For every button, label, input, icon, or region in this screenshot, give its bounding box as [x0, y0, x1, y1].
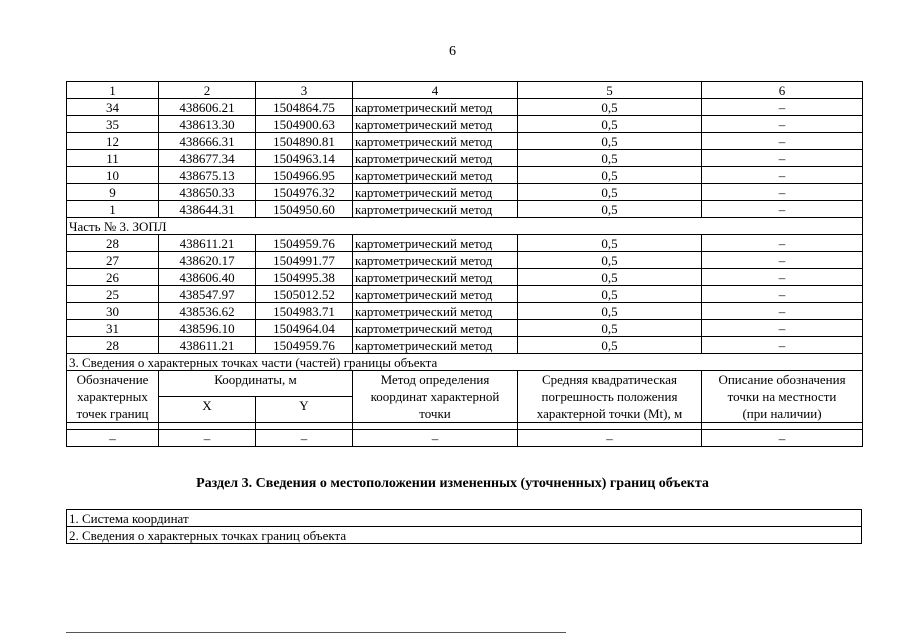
- table-cell: картометрический метод: [353, 184, 518, 201]
- table-row: [67, 337, 863, 354]
- table-cell: 1504995.38: [256, 269, 353, 286]
- table-cell: 438606.40: [159, 269, 256, 286]
- table-cell: –: [67, 430, 159, 447]
- table-cell: 438644.31: [159, 201, 256, 218]
- header-line: (при наличии): [742, 406, 822, 421]
- table-cell: –: [702, 430, 863, 447]
- table-cell: 438677.34: [159, 150, 256, 167]
- table-cell: картометрический метод: [353, 133, 518, 150]
- table-cell: 0,5: [518, 269, 702, 286]
- table-cell: картометрический метод: [353, 286, 518, 303]
- section3-table: [66, 509, 862, 544]
- sub-header-row: [67, 371, 863, 397]
- table-row: [67, 269, 863, 286]
- table-cell: –: [159, 430, 256, 447]
- column-number: 4: [353, 82, 518, 99]
- table-cell: 0,5: [518, 320, 702, 337]
- table-row: [67, 527, 862, 544]
- header-line: Обозначение: [76, 372, 149, 387]
- error-header: [518, 371, 702, 423]
- table-cell: 1504966.95: [256, 167, 353, 184]
- section-title: Раздел 3. Сведения о местоположении измененных (уточненных) границ объекта: [196, 476, 709, 491]
- table-cell: –: [702, 167, 863, 184]
- table-cell: 28: [67, 235, 159, 252]
- table-cell: –: [353, 430, 518, 447]
- column-number: 2: [159, 82, 256, 99]
- table-cell: 0,5: [518, 286, 702, 303]
- table-cell: –: [702, 133, 863, 150]
- spacer-cell: [702, 423, 863, 430]
- spacer-cell: [353, 423, 518, 430]
- table-cell: 1504983.71: [256, 303, 353, 320]
- table-cell: 0,5: [518, 184, 702, 201]
- table-cell: 438650.33: [159, 184, 256, 201]
- header-line: точек границ: [76, 406, 149, 421]
- table-cell: –: [702, 337, 863, 354]
- column-number: 3: [256, 82, 353, 99]
- table-row: [67, 116, 863, 133]
- table-cell: картометрический метод: [353, 150, 518, 167]
- spacer-cell: [256, 423, 353, 430]
- column-number: 6: [702, 82, 863, 99]
- table-row: [67, 99, 863, 116]
- header-line: точки на местности: [727, 389, 837, 404]
- table-cell: –: [702, 116, 863, 133]
- table-cell: картометрический метод: [353, 99, 518, 116]
- column-number-row: [67, 82, 863, 99]
- table-cell: 438613.30: [159, 116, 256, 133]
- description-header: [702, 371, 863, 423]
- table-cell: 438606.21: [159, 99, 256, 116]
- table-cell: 0,5: [518, 252, 702, 269]
- table-cell: 1504950.60: [256, 201, 353, 218]
- table-cell: –: [518, 430, 702, 447]
- table-row: [67, 133, 863, 150]
- page-number: 6: [449, 44, 456, 59]
- table-cell: картометрический метод: [353, 167, 518, 184]
- table-cell: картометрический метод: [353, 269, 518, 286]
- table-cell: –: [702, 184, 863, 201]
- table-row: [67, 320, 863, 337]
- footer-divider: [66, 632, 566, 633]
- table-cell: 0,5: [518, 303, 702, 320]
- y-header: Y: [256, 397, 353, 423]
- table-cell: –: [702, 269, 863, 286]
- table-cell: картометрический метод: [353, 235, 518, 252]
- part-label-row: [67, 218, 863, 235]
- table-cell: 0,5: [518, 235, 702, 252]
- spacer-row: [67, 423, 863, 430]
- table-cell: 1505012.52: [256, 286, 353, 303]
- table-cell: 438611.21: [159, 235, 256, 252]
- table-cell: картометрический метод: [353, 252, 518, 269]
- table-row: [67, 303, 863, 320]
- table-cell: 438611.21: [159, 337, 256, 354]
- table-cell: картометрический метод: [353, 337, 518, 354]
- table-cell: 438536.62: [159, 303, 256, 320]
- header-line: характерной точки (Mt), м: [536, 406, 683, 421]
- table-cell: 30: [67, 303, 159, 320]
- coords-header: Координаты, м: [159, 371, 353, 397]
- table-cell: 1: [67, 201, 159, 218]
- table-row: [67, 150, 863, 167]
- section-label: 3. Сведения о характерных точках части (частей) границы объекта: [67, 354, 863, 371]
- table-row: [67, 167, 863, 184]
- table-cell: 26: [67, 269, 159, 286]
- header-line: координат характерной: [370, 389, 500, 404]
- table-row: [67, 201, 863, 218]
- table-cell: –: [256, 430, 353, 447]
- spacer-cell: [159, 423, 256, 430]
- table-cell: 438666.31: [159, 133, 256, 150]
- table-row: [67, 510, 862, 527]
- header-line: точки: [419, 406, 451, 421]
- table-row: [67, 235, 863, 252]
- table-cell: 11: [67, 150, 159, 167]
- table-cell: 1504959.76: [256, 337, 353, 354]
- characteristic-points-cell: 2. Сведения о характерных точках границ объекта: [67, 527, 862, 544]
- header-line: Метод определения: [380, 372, 490, 387]
- header-line: погрешность положения: [541, 389, 678, 404]
- table-cell: 9: [67, 184, 159, 201]
- table-cell: картометрический метод: [353, 116, 518, 133]
- part-label: Часть № 3. ЗОПЛ: [67, 218, 863, 235]
- table-cell: –: [702, 286, 863, 303]
- table-cell: 12: [67, 133, 159, 150]
- table-cell: 438620.17: [159, 252, 256, 269]
- table-cell: картометрический метод: [353, 303, 518, 320]
- table-cell: 25: [67, 286, 159, 303]
- spacer-cell: [67, 423, 159, 430]
- table-cell: 0,5: [518, 337, 702, 354]
- table-cell: 438547.97: [159, 286, 256, 303]
- table-cell: 1504976.32: [256, 184, 353, 201]
- empty-row: [67, 430, 863, 447]
- table-cell: 0,5: [518, 150, 702, 167]
- table-cell: 1504963.14: [256, 150, 353, 167]
- table-cell: –: [702, 252, 863, 269]
- table-row: [67, 252, 863, 269]
- table-cell: 1504890.81: [256, 133, 353, 150]
- table-cell: картометрический метод: [353, 320, 518, 337]
- table-cell: 28: [67, 337, 159, 354]
- table-cell: 0,5: [518, 116, 702, 133]
- table-cell: –: [702, 320, 863, 337]
- table-cell: картометрический метод: [353, 201, 518, 218]
- table-cell: 10: [67, 167, 159, 184]
- table-cell: 438675.13: [159, 167, 256, 184]
- column-number: 1: [67, 82, 159, 99]
- table-cell: 0,5: [518, 133, 702, 150]
- table-cell: 1504959.76: [256, 235, 353, 252]
- table-cell: –: [702, 235, 863, 252]
- table-cell: 1504964.04: [256, 320, 353, 337]
- table-cell: 1504991.77: [256, 252, 353, 269]
- table-cell: 31: [67, 320, 159, 337]
- method-header: [353, 371, 518, 423]
- header-line: Средняя квадратическая: [541, 372, 678, 387]
- designation-header: [67, 371, 159, 423]
- table-cell: –: [702, 303, 863, 320]
- table-cell: 0,5: [518, 167, 702, 184]
- header-line: Описание обозначения: [718, 372, 846, 387]
- column-number: 5: [518, 82, 702, 99]
- table-cell: 0,5: [518, 201, 702, 218]
- table-cell: –: [702, 150, 863, 167]
- table-cell: 27: [67, 252, 159, 269]
- table-cell: 1504900.63: [256, 116, 353, 133]
- table-cell: 0,5: [518, 99, 702, 116]
- header-line: характерных: [77, 389, 148, 404]
- table-row: [67, 286, 863, 303]
- table-cell: 1504864.75: [256, 99, 353, 116]
- table-cell: 34: [67, 99, 159, 116]
- spacer-cell: [518, 423, 702, 430]
- table-row: [67, 184, 863, 201]
- table-cell: –: [702, 99, 863, 116]
- x-header: X: [159, 397, 256, 423]
- coordinate-system-cell: 1. Система координат: [67, 510, 862, 527]
- section-label-row: [67, 354, 863, 371]
- table-cell: –: [702, 201, 863, 218]
- coordinates-table: [66, 81, 863, 447]
- table-cell: 35: [67, 116, 159, 133]
- table-cell: 438596.10: [159, 320, 256, 337]
